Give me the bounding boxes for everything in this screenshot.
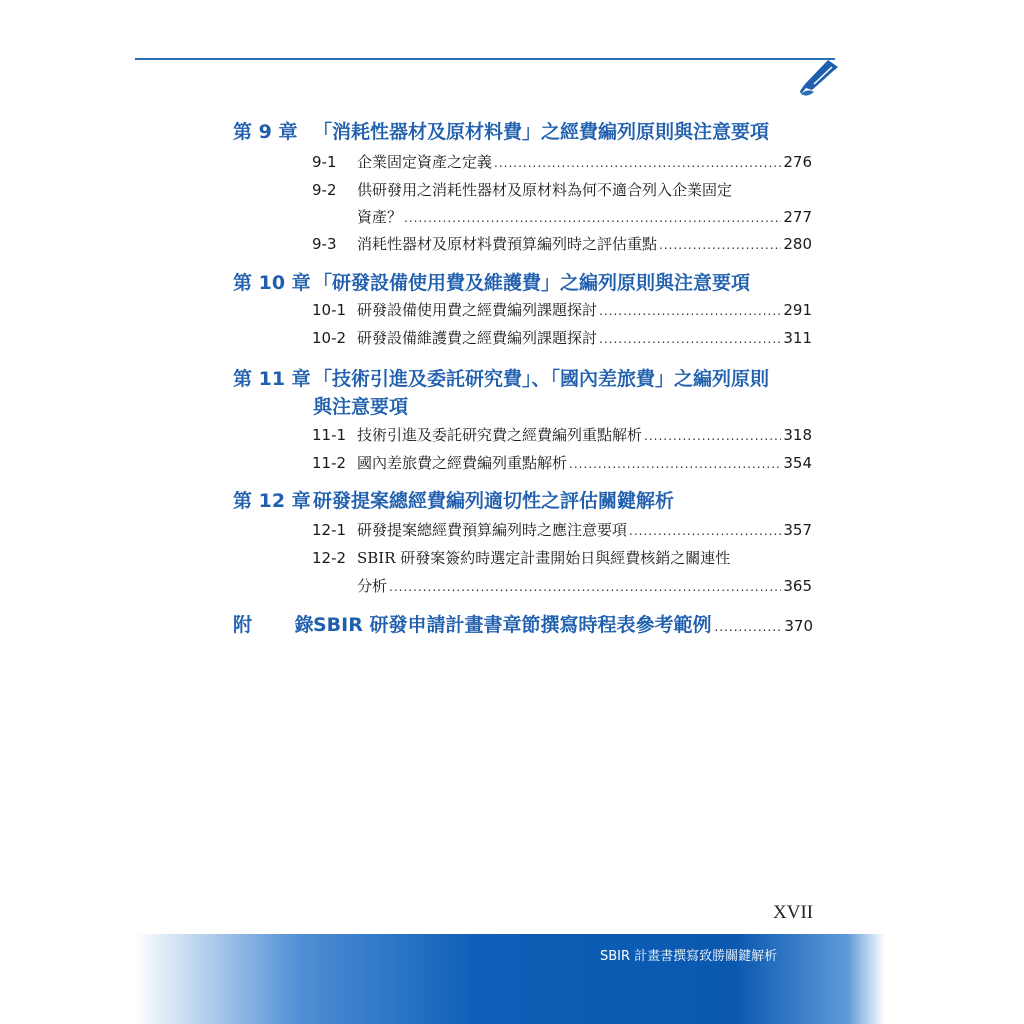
toc-entry-11-2[interactable]: [312, 451, 812, 475]
toc-entry-10-1[interactable]: [312, 298, 812, 322]
dot-leader: [404, 206, 781, 230]
section-number: 11-2: [312, 454, 347, 472]
section-number: 11-1: [312, 426, 347, 444]
chapter-11-heading[interactable]: [233, 366, 770, 418]
chapter-12-heading[interactable]: [233, 488, 675, 514]
toc-entry-10-2[interactable]: [312, 326, 812, 350]
toc-entry-9-3[interactable]: [312, 232, 812, 256]
dot-leader: [389, 575, 781, 599]
page-ref: 365: [783, 577, 812, 595]
page-ref: 291: [783, 301, 812, 319]
page-ref: 277: [783, 208, 812, 226]
section-number: 12-1: [312, 521, 347, 539]
section-title: 研發設備使用費之經費編列課題探討: [357, 301, 598, 319]
toc-entry-12-2[interactable]: [312, 546, 812, 570]
section-number: 9-3: [312, 235, 337, 253]
section-title: 研發設備維護費之經費編列課題探討: [357, 329, 598, 347]
section-title: 技術引進及委託研究費之經費編列重點解析: [357, 426, 643, 444]
dot-leader: [644, 424, 781, 448]
section-number: 9-2: [312, 181, 337, 199]
page-ref: 311: [783, 329, 812, 347]
section-title: 研發提案總經費預算編列時之應注意要項: [357, 521, 628, 539]
chapter-9-heading[interactable]: [233, 119, 770, 145]
toc-entry-12-2-cont[interactable]: [357, 574, 812, 598]
section-number: 10-1: [312, 301, 347, 319]
appendix-title: SBIR 研發申請計畫書章節撰寫時程表參考範例: [313, 614, 712, 636]
section-title: 企業固定資產之定義: [357, 153, 493, 171]
section-title: 國內差旅費之經費編列重點解析: [357, 454, 568, 472]
section-number: 9-1: [312, 153, 337, 171]
appendix-label: 附 錄: [233, 614, 332, 636]
section-title: 供研發用之消耗性器材及原材料為何不適合列入企業固定: [357, 181, 733, 199]
dot-leader: [629, 519, 781, 543]
page-ref: 370: [784, 617, 813, 635]
section-title: SBIR 研發案簽約時選定計畫開始日與經費核銷之關連性: [357, 549, 731, 567]
dot-leader: [714, 620, 781, 634]
chapter-title-cont: 與注意要項: [313, 396, 409, 418]
page-ref: 276: [783, 153, 812, 171]
chapter-title: 研發提案總經費編列適切性之評估關鍵解析: [313, 490, 675, 512]
section-title: 消耗性器材及原材料費預算編列時之評估重點: [357, 235, 658, 253]
page-number: XVII: [773, 902, 814, 923]
toc-entry-9-2[interactable]: [312, 178, 812, 202]
dot-leader: [569, 452, 781, 476]
section-number: 10-2: [312, 329, 347, 347]
section-title-cont: 分析: [357, 577, 388, 595]
page-ref: 357: [783, 521, 812, 539]
footer-book-title: SBIR 計畫書撰寫致勝關鍵解析: [600, 949, 778, 964]
page-ref: 280: [783, 235, 812, 253]
toc-entry-9-2-cont[interactable]: [357, 205, 812, 229]
chapter-label: 第 12 章: [233, 490, 311, 512]
appendix-heading[interactable]: [233, 610, 813, 638]
chapter-label: 第 11 章: [233, 368, 311, 390]
chapter-label: 第 9 章: [233, 121, 298, 143]
chapter-10-heading[interactable]: [233, 270, 751, 296]
dot-leader: [659, 233, 781, 257]
toc-entry-9-1[interactable]: [312, 150, 812, 174]
toc-entry-12-1[interactable]: [312, 518, 812, 542]
dot-leader: [599, 327, 781, 351]
chapter-title: 「研發設備使用費及維護費」之編列原則與注意要項: [313, 272, 751, 294]
page-ref: 318: [783, 426, 812, 444]
page-ref: 354: [783, 454, 812, 472]
section-title-cont: 資產？: [357, 208, 403, 226]
chapter-label: 第 10 章: [233, 272, 311, 294]
section-number: 12-2: [312, 549, 347, 567]
toc-entry-11-1[interactable]: [312, 423, 812, 447]
dot-leader: [599, 299, 781, 323]
chapter-title: 「技術引進及委託研究費」、「國內差旅費」之編列原則: [313, 368, 770, 390]
chapter-title: 「消耗性器材及原材料費」之經費編列原則與注意要項: [313, 121, 770, 143]
dot-leader: [494, 151, 781, 175]
